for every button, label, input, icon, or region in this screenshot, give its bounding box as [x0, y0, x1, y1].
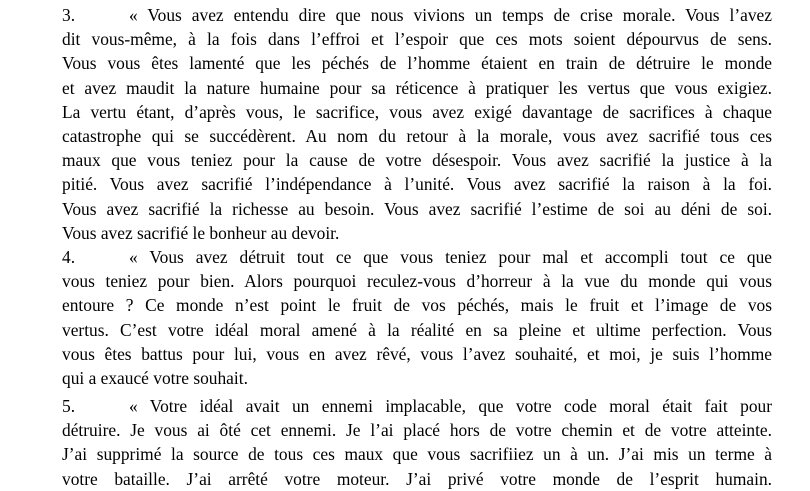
paragraph-line: Vous avez sacrifié la richesse au besoin. Vous avez sacrifié l’estime de soi au déni de soi.: [62, 198, 772, 219]
paragraph-line: Vous avez sacrifié le bonheur au devoir.: [62, 222, 340, 243]
paragraph-line: La vertu étant, d’après vous, le sacrifice, vous avez exigé davantage de sacrifices à chaque: [62, 101, 772, 122]
paragraph-line: vous êtes battus pour lui, vous en avez rêvé, vous l’avez souhaité, et moi, je suis l’homme: [62, 343, 772, 364]
paragraph-line: Vous vous êtes lamenté que les péchés de l’homme étaient en train de détruire le monde: [62, 53, 772, 74]
paragraph-line: dit vous-même, à la fois dans l’effroi et l’espoir que ces mots soient dépourvus de sens.: [62, 29, 772, 50]
paragraph-number: 3.: [62, 5, 76, 25]
paragraph-line: qui a exaucé votre souhait.: [62, 368, 248, 388]
paragraph-line: détruire. Je vous ai ôté cet ennemi. Je l’ai placé hors de votre chemin et de votre atteinte.: [62, 420, 772, 441]
paragraph-line: et avez maudit la nature humaine pour sa réticence à pratiquer les vertus que vous exigiez.: [62, 77, 772, 98]
paragraph-line: [62, 245, 772, 269]
paragraph-line: maux que vous teniez pour la cause de votre désespoir. Vous avez sacrifié la justice à la: [62, 150, 772, 171]
paragraph-number: 5.: [62, 396, 76, 416]
paragraph-line: entoure ? Ce monde n’est point le fruit de vos péchés, mais le fruit et l’image de vos: [62, 295, 772, 316]
paragraph-line: [62, 394, 772, 418]
paragraph-line: vous teniez pour bien. Alors pourquoi reculez-vous d’horreur à la vue du monde qui vous: [62, 271, 772, 292]
paragraph-line: votre bataille. J’ai arrêté votre moteur. J’ai privé votre monde de l’esprit humain.: [62, 468, 772, 489]
paragraph-line: pitié. Vous avez sacrifié l’indépendance à l’unité. Vous avez sacrifié la raison à la foi.: [62, 174, 772, 195]
paragraph-first-line: « Vous avez détruit tout ce que vous teniez pour mal et accompli tout ce que: [129, 247, 772, 267]
paragraph-number: 4.: [62, 247, 76, 267]
paragraph-first-line: « Vous avez entendu dire que nous vivions un temps de crise morale. Vous l’avez: [129, 5, 772, 25]
paragraph-line: [62, 3, 772, 27]
paragraph-line: catastrophe qui se succédèrent. Au nom du retour à la morale, vous avez sacrifié tous ces: [62, 126, 772, 146]
paragraph-line: J’ai supprimé la source de tous ces maux que vous sacrifiiez un à un. J’ai mis un terme à: [62, 444, 772, 465]
paragraph-first-line: « Votre idéal avait un ennemi implacable, que votre code moral était fait pour: [129, 396, 772, 416]
paragraph-line: vertus. C’est votre idéal moral amené à la réalité en sa pleine et ultime perfection. Vous: [62, 319, 772, 340]
